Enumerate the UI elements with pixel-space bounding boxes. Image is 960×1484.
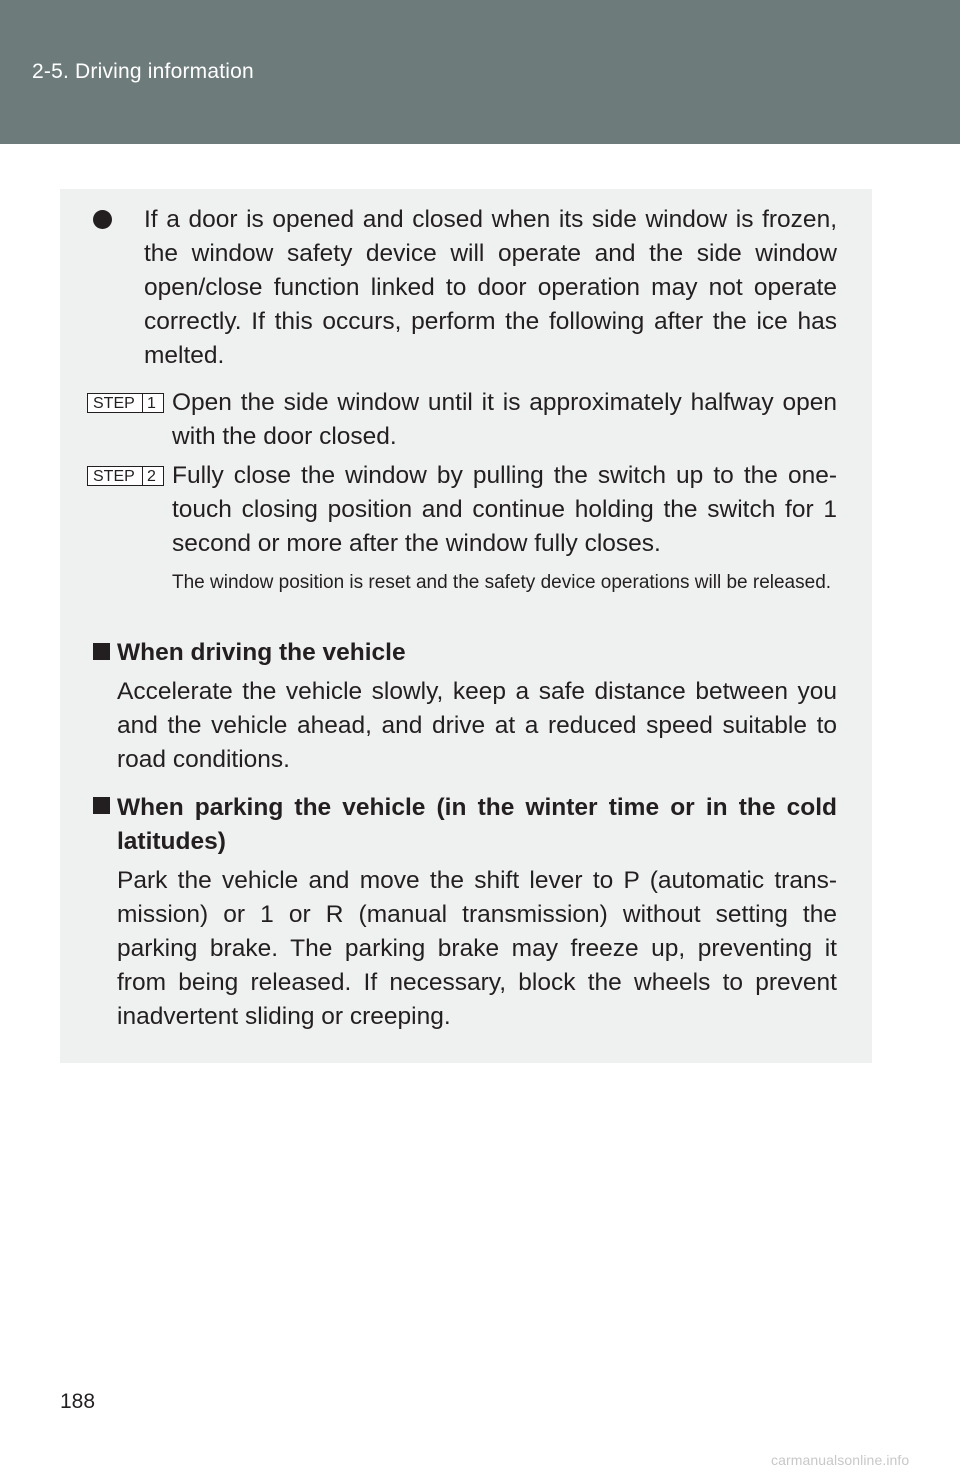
step-1-label [87, 393, 164, 413]
section-heading-driving: When driving the vehicle [117, 639, 406, 666]
square-bullet-icon [93, 797, 110, 814]
bullet-icon [93, 210, 112, 229]
section-heading-parking: When parking the vehicle (in the winter time or in the cold latitudes) [117, 794, 837, 855]
step-number: 2 [147, 468, 156, 485]
step-1-text: Open the side window until it is approximately halfway open with the door closed. [172, 389, 837, 450]
step-2-text: Fully close the window by pulling the switch up to the one-touch closing position and continue holding the switch for 1 second or more after the window fully closes. [172, 462, 837, 557]
page-header [0, 0, 960, 144]
section-body-parking: Park the vehicle and move the shift lever to P (automatic trans-mission) or 1 or R (manual transmission) without setting the parking brake. The parking brake may freeze up, preventing it from being released. If necessary, block the wheels to prevent inadvertent sliding or creeping. [117, 867, 837, 1030]
step-word: STEP [93, 395, 135, 412]
bullet-paragraph: If a door is opened and closed when its side window is frozen, the window safety device will operate and the side window open/close function linked to door operation may not operate correctly. If this occurs, perform the following after the ice has melted. [144, 206, 837, 369]
watermark: carmanualsonline.info [771, 1452, 910, 1468]
step-note: The window position is reset and the safety device operations will be released. [172, 572, 832, 593]
step-number: 1 [147, 395, 156, 412]
section-title: 2-5. Driving information [32, 60, 254, 83]
step-divider [142, 394, 143, 412]
step-2-label [87, 466, 164, 486]
square-bullet-icon [93, 643, 110, 660]
step-divider [142, 467, 143, 485]
step-word: STEP [93, 468, 135, 485]
section-body-driving: Accelerate the vehicle slowly, keep a safe distance between you and the vehicle ahead, and drive at a reduced speed suitable to road conditions. [117, 678, 837, 773]
page-number: 188 [60, 1390, 96, 1413]
